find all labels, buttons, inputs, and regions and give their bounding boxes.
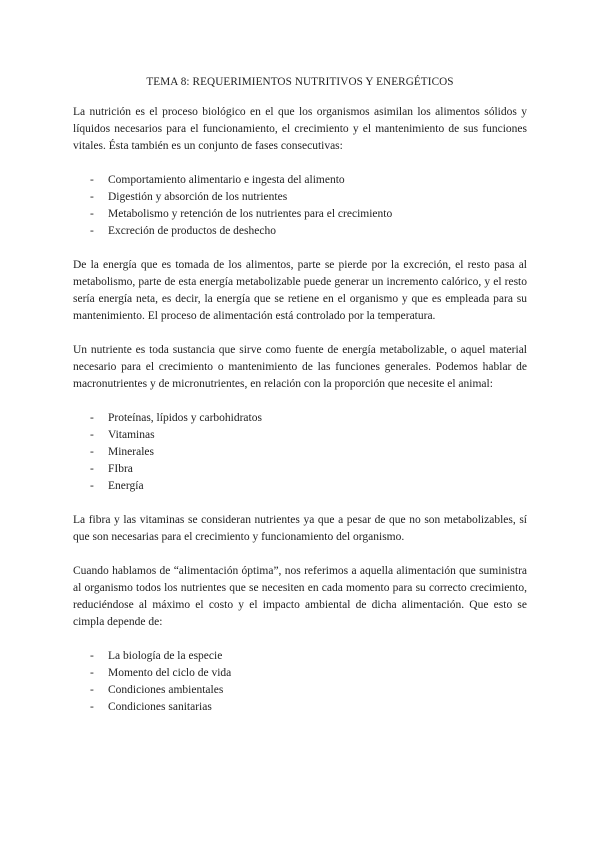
list-nutrition-phases: [73, 172, 527, 240]
paragraph-nutrition-definition: La nutrición es el proceso biológico en el que los organismos asimilan los alimentos sólidos y líquidos necesarios para el funcionamiento, el crecimiento y el mantenimiento de sus funciones vitales. Ésta también es un conjunto de fases consecutivas:: [73, 106, 527, 152]
dash-bullet: -: [90, 191, 94, 203]
list-item: - Vitaminas: [73, 427, 527, 444]
dash-bullet: -: [90, 412, 94, 424]
list-item: - Minerales: [73, 444, 527, 461]
paragraph-nutrient-definition: Un nutriente es toda sustancia que sirve como fuente de energía metabolizable, o aquel material necesario para el crecimiento o mantenimiento de las funciones generales. Podemos hablar de macronutrientes y de micronutrientes, en relación con la proporción que necesite el animal:: [73, 344, 527, 390]
dash-bullet: -: [90, 446, 94, 458]
dash-bullet: -: [90, 208, 94, 220]
dash-bullet: -: [90, 667, 94, 679]
dash-bullet: -: [90, 480, 94, 492]
list-item: - Condiciones ambientales: [73, 682, 527, 699]
list-item: - La biología de la especie: [73, 648, 527, 665]
list-item: - Excreción de productos de deshecho: [73, 223, 527, 240]
document-title: TEMA 8: REQUERIMIENTOS NUTRITIVOS Y ENERGÉTICOS: [146, 76, 454, 88]
list-item: - Energía: [73, 478, 527, 495]
list-item: - Digestión y absorción de los nutrientes: [73, 189, 527, 206]
paragraph-energy: De la energía que es tomada de los alimentos, parte se pierde por la excreción, el resto pasa al metabolismo, parte de esta energía metabolizable puede generar un incremento calórico, y el resto sería energía neta, es decir, la energía que se retiene en el organismo y que es empleada para su mantenimiento. El proceso de alimentación está controlado por la temperatura.: [73, 259, 527, 322]
list-nutrients: [73, 410, 527, 495]
list-item: - Proteínas, lípidos y carbohidratos: [73, 410, 527, 427]
list-item: - Momento del ciclo de vida: [73, 665, 527, 682]
dash-bullet: -: [90, 463, 94, 475]
list-item: - Comportamiento alimentario e ingesta del alimento: [73, 172, 527, 189]
paragraph-optimal-feeding: Cuando hablamos de “alimentación óptima”, nos referimos a aquella alimentación que suministra al organismo todos los nutrientes que se necesiten en cada momento para su correcto crecimiento, reduciéndose al máximo el costo y el impacto ambiental de dicha alimentación. Que esto se cimpla depende de:: [73, 565, 527, 628]
dash-bullet: -: [90, 429, 94, 441]
list-item: - Condiciones sanitarias: [73, 699, 527, 716]
list-item: - FIbra: [73, 461, 527, 478]
dash-bullet: -: [90, 225, 94, 237]
dash-bullet: -: [90, 650, 94, 662]
list-item: - Metabolismo y retención de los nutrientes para el crecimiento: [73, 206, 527, 223]
paragraph-fiber-vitamins: La fibra y las vitaminas se consideran nutrientes ya que a pesar de que no son metabolizables, sí que son necesarias para el crecimiento y funcionamiento del organismo.: [73, 514, 527, 543]
list-conditions: [73, 648, 527, 716]
dash-bullet: -: [90, 684, 94, 696]
dash-bullet: -: [90, 174, 94, 186]
dash-bullet: -: [90, 701, 94, 713]
